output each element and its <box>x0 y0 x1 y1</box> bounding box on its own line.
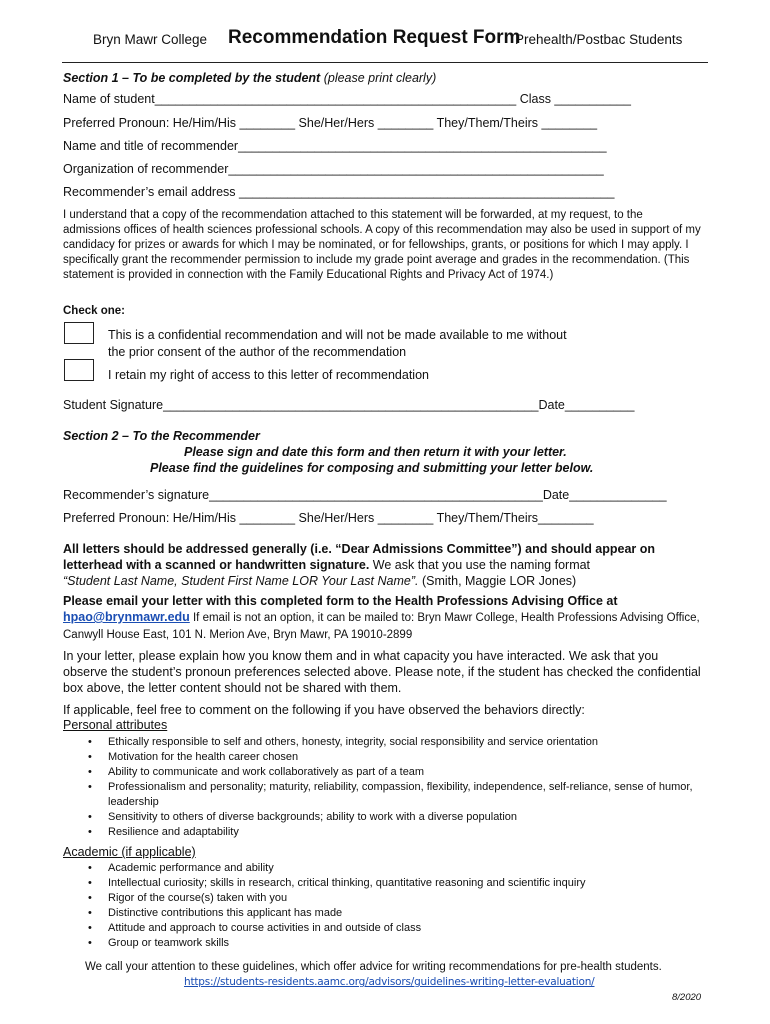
naming-format: “Student Last Name, Student First Name LOR Your Last Name”. <box>63 574 419 588</box>
list-item: • Resilience and adaptability <box>86 825 702 840</box>
personal-attributes-list <box>86 735 702 840</box>
personal-attributes-heading: Personal attributes <box>63 718 168 732</box>
list-item: • Distinctive contributions this applicant has made <box>86 906 702 921</box>
letter-address-instructions <box>63 541 703 589</box>
list-item: • Ethically responsible to self and others, honesty, integrity, social responsibility and service orientation <box>86 735 702 750</box>
address-bold-text: All letters should be addressed generally (i.e. “Dear Admissions Committee”) and should appear on letterhead with a scanned or handwritten signature. <box>63 542 656 572</box>
list-item: • Rigor of the course(s) taken with you <box>86 891 702 906</box>
section1-heading-row <box>63 71 436 85</box>
check-one-label: Check one: <box>63 305 125 317</box>
list-item: • Group or teamwork skills <box>86 936 702 951</box>
hpao-email-link[interactable]: hpao@brynmawr.edu <box>63 610 190 624</box>
naming-text: We ask that you use the naming format <box>369 558 591 572</box>
page-title: Recommendation Request Form <box>228 27 521 48</box>
section2-heading: Section 2 – To the Recommender <box>63 429 260 443</box>
list-item: • Attitude and approach to course activities in and outside of class <box>86 921 702 936</box>
academic-list <box>86 861 702 951</box>
section2-instruction1: Please sign and date this form and then return it with your letter. <box>184 445 567 459</box>
access-option: I retain my right of access to this letter of recommendation <box>108 368 429 382</box>
comment-intro: If applicable, feel free to comment on the following if you have observed the behaviors directly: <box>63 703 585 717</box>
confidential-option-line2: the prior consent of the author of the recommendation <box>108 345 407 359</box>
list-item: • Intellectual curiosity; skills in research, critical thinking, quantitative reasoning and scientific inquiry <box>86 876 702 891</box>
ferpa-waiver-text: I understand that a copy of the recommendation attached to this statement will be forwarded, at my request, to the admissions offices of health sciences professional schools. A copy of this recommendation may also be used in support of my candidacy for prizes or awards for which I may be nominated, or for fellowships, grants, or positions for which I may apply. I specifically grant the recommender permission to include my grade point average and grades in the recommendation. (This statement is provided in connection with the Family Educational Rights and Privacy Act of 1974.) <box>63 209 701 281</box>
list-item: • Ability to communicate and work collaboratively as part of a team <box>86 765 702 780</box>
access-checkbox[interactable] <box>64 359 94 381</box>
section1-heading-note: (please print clearly) <box>323 71 437 85</box>
revision-date: 8/2020 <box>672 992 702 1003</box>
program-name: Prehealth/Postbac Students <box>515 32 683 47</box>
header-divider <box>62 62 708 63</box>
section2-instruction2: Please find the guidelines for composing and submitting your letter below. <box>150 461 594 475</box>
recommender-signature-field[interactable]: Recommender’s signature________________________________________________Date______________ <box>63 488 667 502</box>
student-signature-field[interactable]: Student Signature______________________________________________________Date__________ <box>63 398 635 412</box>
list-item: • Academic performance and ability <box>86 861 702 876</box>
recommender-email-field[interactable]: Recommender’s email address ______________________________________________________ <box>63 185 615 199</box>
list-item: • Professionalism and personality; maturity, reliability, compassion, flexibility, independence, self-reliance, sense of humor, leadership <box>86 780 702 810</box>
college-name: Bryn Mawr College <box>93 32 208 47</box>
guidelines-link[interactable]: https://students-residents.aamc.org/advisors/guidelines-writing-letter-evaluation/ <box>184 976 595 988</box>
recommender-pronoun-field[interactable]: Preferred Pronoun: He/Him/His ________ She/Her/Hers ________ They/Them/Theirs________ <box>63 511 594 525</box>
list-item: • Sensitivity to others of diverse backgrounds; ability to work with a diverse population <box>86 810 702 825</box>
recommender-organization-field[interactable]: Organization of recommender______________________________________________________ <box>63 162 604 176</box>
recommender-name-field[interactable]: Name and title of recommender_____________________________________________________ <box>63 139 607 153</box>
student-name-field[interactable]: Name of student____________________________________________________ Class ___________ <box>63 92 631 106</box>
mail-text: If email is not an option, it can be mailed to: Bryn Mawr College, Health Professions Advising Office, Canwyll House East, 101 N. Merion Ave, Bryn Mawr, PA 19010-2899 <box>63 612 700 641</box>
confidential-checkbox[interactable] <box>64 322 94 344</box>
section1-heading: Section 1 – To be completed by the student <box>63 71 321 85</box>
confidential-option-line1: This is a confidential recommendation and will not be made available to me without <box>108 328 567 342</box>
email-bold-text: Please email your letter with this completed form to the Health Professions Advising Office at <box>63 594 618 608</box>
naming-example: (Smith, Maggie LOR Jones) <box>418 574 577 588</box>
academic-heading: Academic (if applicable) <box>63 845 196 859</box>
email-instructions <box>63 593 708 643</box>
explain-text: In your letter, please explain how you know them and in what capacity you have interacted. We ask that you observe the student’s pronoun preferences selected above. Please note, if the student has checked the confidential box above, the letter content should not be shared with them. <box>63 649 701 695</box>
student-pronoun-field[interactable]: Preferred Pronoun: He/Him/His ________ She/Her/Hers ________ They/Them/Theirs ________ <box>63 116 598 130</box>
guidelines-text: We call your attention to these guidelines, which offer advice for writing recommendations for pre-health students. <box>85 961 662 973</box>
list-item: • Motivation for the health career chosen <box>86 750 702 765</box>
